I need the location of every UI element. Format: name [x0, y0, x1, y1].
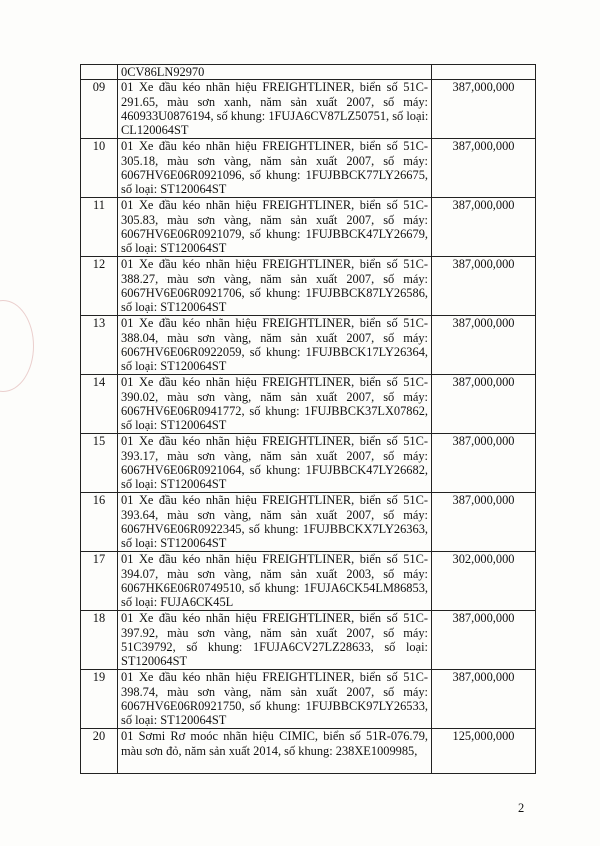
description-line: 6067HV6E06R0922345, số khung: 1FUJBBCKX7LY26363, — [121, 521, 428, 536]
description-line: ST120064ST — [121, 654, 188, 669]
table-row — [81, 375, 536, 434]
description-line: 6067HV6E06R0921096, số khung: 1FUJBBCK77LY26675, — [121, 167, 428, 182]
description-line: 397.92, màu sơn vàng, năm sản xuất 2007, số máy: — [121, 625, 428, 640]
description-line: số loại: ST120064ST — [121, 359, 227, 374]
row-price-cell: 387,000,000 — [432, 434, 536, 493]
row-description-cell — [118, 670, 432, 729]
table-row — [81, 670, 536, 729]
row-price-cell: 387,000,000 — [432, 611, 536, 670]
description-line: 388.27, màu sơn vàng, năm sản xuất 2007, số máy: — [121, 271, 428, 286]
description-line: 01 Xe đầu kéo nhãn hiệu FREIGHTLINER, biển số 51C- — [121, 493, 428, 508]
description-line: 394.07, màu sơn vàng, năm sản xuất 2003, số máy: — [121, 566, 428, 581]
description-line: 388.04, màu sơn vàng, năm sản xuất 2007, số máy: — [121, 330, 428, 345]
description-line: số loại: ST120064ST — [121, 241, 227, 256]
row-number-cell: 19 — [81, 670, 118, 729]
description-line: số loại: ST120064ST — [121, 300, 227, 315]
row-number-cell: 11 — [81, 198, 118, 257]
row-description-cell — [118, 257, 432, 316]
row-description-cell — [118, 375, 432, 434]
row-price-cell: 302,000,000 — [432, 552, 536, 611]
description-line: 393.17, màu sơn vàng, năm sản xuất 2007, số máy: — [121, 448, 428, 463]
page-number: 2 — [518, 801, 525, 815]
red-seal-fragment — [0, 300, 34, 392]
row-description-cell — [118, 493, 432, 552]
description-line: 291.65, màu sơn xanh, năm sản xuất 2007, số máy: — [121, 94, 428, 109]
description-line: 01 Xe đầu kéo nhãn hiệu FREIGHTLINER, biển số 51C- — [121, 80, 428, 95]
description-line: 01 Xe đầu kéo nhãn hiệu FREIGHTLINER, biển số 51C- — [121, 257, 428, 272]
description-line: 305.18, màu sơn vàng, năm sản xuất 2007, số máy: — [121, 153, 428, 168]
row-price-cell: 387,000,000 — [432, 493, 536, 552]
description-line: 6067HV6E06R0921750, số khung: 1FUJBBCK97LY26533, — [121, 698, 428, 713]
description-line: 01 Sơmi Rơ moóc nhãn hiệu CIMIC, biển số 51R-076.79, — [121, 729, 428, 744]
row-description-cell — [118, 198, 432, 257]
row-price-cell: 387,000,000 — [432, 198, 536, 257]
row-description-cell — [118, 611, 432, 670]
description-line: 01 Xe đầu kéo nhãn hiệu FREIGHTLINER, biển số 51C- — [121, 375, 428, 390]
description-line: 460933U0876194, số khung: 1FUJA6CV87LZ50751, số loại: — [121, 108, 428, 123]
row-price-cell — [432, 65, 536, 80]
description-line: 01 Xe đầu kéo nhãn hiệu FREIGHTLINER, biển số 51C- — [121, 434, 428, 449]
table-row — [81, 257, 536, 316]
description-line: 393.64, màu sơn vàng, năm sản xuất 2007, số máy: — [121, 507, 428, 522]
row-price-cell: 387,000,000 — [432, 257, 536, 316]
table-row — [81, 139, 536, 198]
row-number-cell: 16 — [81, 493, 118, 552]
table-row — [81, 611, 536, 670]
row-description-cell — [118, 729, 432, 774]
description-line: 01 Xe đầu kéo nhãn hiệu FREIGHTLINER, biển số 51C- — [121, 670, 428, 685]
description-line: 01 Xe đầu kéo nhãn hiệu FREIGHTLINER, biển số 51C- — [121, 611, 428, 626]
table-row — [81, 198, 536, 257]
table-row — [81, 729, 536, 774]
description-line: CL120064ST — [121, 123, 189, 138]
table-row — [81, 80, 536, 139]
row-price-cell: 387,000,000 — [432, 375, 536, 434]
description-line: màu sơn đỏ, năm sản xuất 2014, số khung: 238XE1009985, — [121, 743, 418, 758]
description-line: số loại: ST120064ST — [121, 182, 227, 197]
row-price-cell: 387,000,000 — [432, 316, 536, 375]
row-price-cell: 125,000,000 — [432, 729, 536, 774]
row-description-cell — [118, 552, 432, 611]
asset-table-body — [81, 65, 536, 774]
row-price-cell: 387,000,000 — [432, 80, 536, 139]
description-line: 0CV86LN92970 — [121, 65, 205, 79]
row-description-cell — [118, 139, 432, 198]
row-number-cell: 15 — [81, 434, 118, 493]
table-row — [81, 316, 536, 375]
row-number-cell: 14 — [81, 375, 118, 434]
row-description-cell — [118, 316, 432, 375]
table-row-continued — [81, 65, 536, 80]
description-line: 01 Xe đầu kéo nhãn hiệu FREIGHTLINER, biển số 51C- — [121, 316, 428, 331]
description-line: số loại: FUJA6CK45L — [121, 595, 234, 610]
description-line: số loại: ST120064ST — [121, 713, 227, 728]
description-line: 01 Xe đầu kéo nhãn hiệu FREIGHTLINER, biển số 51C- — [121, 198, 428, 213]
row-number-cell: 09 — [81, 80, 118, 139]
description-line: 398.74, màu sơn vàng, năm sản xuất 2007, số máy: — [121, 684, 428, 699]
description-line: 390.02, màu sơn vàng, năm sản xuất 2007, số máy: — [121, 389, 428, 404]
table-row — [81, 493, 536, 552]
description-line: 6067HV6E06R0941772, số khung: 1FUJBBCK37LX07862, — [121, 403, 428, 418]
row-number-cell — [81, 65, 118, 80]
row-description-cell — [118, 80, 432, 139]
row-number-cell: 17 — [81, 552, 118, 611]
row-number-cell: 20 — [81, 729, 118, 774]
description-line: 6067HV6E06R0921706, số khung: 1FUJBBCK87LY26586, — [121, 285, 428, 300]
row-number-cell: 10 — [81, 139, 118, 198]
row-number-cell: 12 — [81, 257, 118, 316]
description-line: 01 Xe đầu kéo nhãn hiệu FREIGHTLINER, biển số 51C- — [121, 552, 428, 567]
description-line: 6067HV6E06R0921079, số khung: 1FUJBBCK47LY26679, — [121, 226, 428, 241]
description-line: số loại: ST120064ST — [121, 477, 227, 492]
description-line: 01 Xe đầu kéo nhãn hiệu FREIGHTLINER, biển số 51C- — [121, 139, 428, 154]
row-number-cell: 13 — [81, 316, 118, 375]
description-line: 6067HK6E06R0749510, số khung: 1FUJA6CK54LM86853, — [121, 580, 428, 595]
description-line: 51C39792, số khung: 1FUJA6CV27LZ28633, số loại: — [121, 639, 428, 654]
asset-table — [80, 64, 536, 774]
row-description-cell — [118, 434, 432, 493]
description-line: 6067HV6E06R0922059, số khung: 1FUJBBCK17LY26364, — [121, 344, 428, 359]
row-price-cell: 387,000,000 — [432, 670, 536, 729]
table-row — [81, 552, 536, 611]
row-price-cell: 387,000,000 — [432, 139, 536, 198]
description-line: 6067HV6E06R0921064, số khung: 1FUJBBCK47LY26682, — [121, 462, 428, 477]
description-line: số loại: ST120064ST — [121, 418, 227, 433]
description-line: số loại: ST120064ST — [121, 536, 227, 551]
row-number-cell: 18 — [81, 611, 118, 670]
table-row — [81, 434, 536, 493]
row-description-cell — [118, 65, 432, 80]
description-line: 305.83, màu sơn vàng, năm sản xuất 2007, số máy: — [121, 212, 428, 227]
